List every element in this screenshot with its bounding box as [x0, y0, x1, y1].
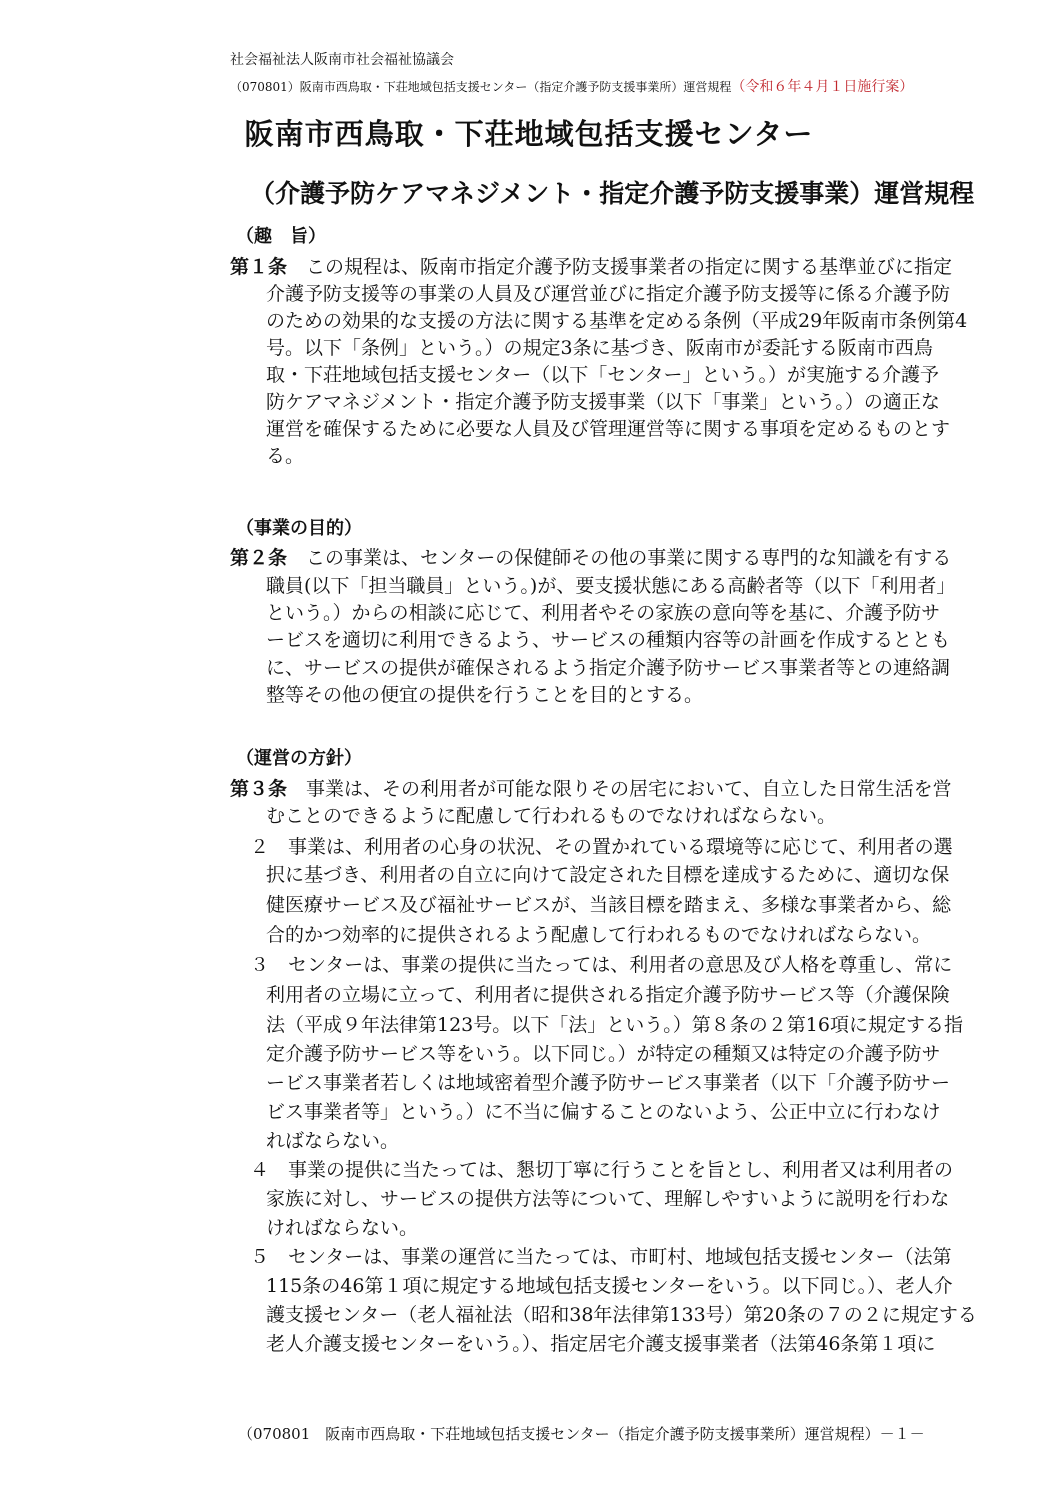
text-line: 介護予防支援等の事業の人員及び運営並びに指定介護予防支援等に係る介護予防	[266, 283, 951, 305]
article-1-first-line	[230, 252, 952, 279]
paragraph-5-first-line: ５ センターは、事業の運営に当たっては、市町村、地域包括支援センター（法第	[250, 1246, 952, 1268]
text-line: ればならない。	[266, 1130, 400, 1152]
text-line: 取・下荘地域包括支援センター（以下「センター」という。）が実施する介護予	[266, 364, 939, 386]
text-line: る。	[266, 445, 305, 467]
text-line: 定介護予防サービス等をいう。以下同じ。）が特定の種類又は特定の介護予防サ	[266, 1043, 941, 1065]
text-line: 法（平成９年法律第123号。以下「法」という。）第８条の２第16項に規定する指	[266, 1014, 963, 1036]
text-line: 115条の46第１項に規定する地域包括支援センターをいう。以下同じ。）、老人介	[266, 1275, 953, 1297]
text-line: 家族に対し、サービスの提供方法等について、理解しやすいように説明を行わな	[266, 1188, 950, 1210]
article-2-first-line	[230, 543, 951, 570]
text-line: 護支援センター（老人福祉法（昭和38年法律第133号）第20条の７の２に規定する	[266, 1304, 977, 1326]
paragraph-2-first-line: ２ 事業は、利用者の心身の状況、その置かれている環境等に応じて、利用者の選	[250, 836, 953, 858]
text-line: 合的かつ効率的に提供されるよう配慮して行われるものでなければならない。	[266, 924, 932, 946]
article-1-label: 第１条	[230, 256, 288, 278]
article-2-label: 第２条	[230, 547, 288, 569]
text-line: 老人介護支援センターをいう。）、指定居宅介護支援事業者（法第46条第１項に	[266, 1333, 936, 1355]
text-line: 整等その他の便宜の提供を行うことを目的とする。	[266, 684, 704, 706]
paragraph-4-first-line: ４ 事業の提供に当たっては、懇切丁寧に行うことを旨とし、利用者又は利用者の	[250, 1159, 954, 1181]
text-line: ービス事業者若しくは地域密着型介護予防サービス事業者（以下「介護予防サー	[266, 1072, 951, 1094]
text-line: に、サービスの提供が確保されるよう指定介護予防サービス事業者等との連絡調	[266, 657, 951, 679]
text-line: のための効果的な支援の方法に関する基準を定める条例（平成29年阪南市条例第4	[266, 310, 968, 332]
text-line: 号。以下「条例」という。）の規定3条に基づき、阪南市が委託する阪南市西鳥	[266, 337, 933, 359]
page-footer: （070801 阪南市西鳥取・下荘地域包括支援センター（指定介護予防支援事業所）運営規程）－１－	[238, 1425, 925, 1443]
text-line: 職員(以下「担当職員」という。)が、要支援状態にある高齢者等（以下「利用者」	[266, 575, 956, 597]
article-3-label: 第３条	[230, 778, 288, 800]
text-line: 防ケアマネジメント・指定介護予防支援事業（以下「事業」という。）の適正な	[266, 391, 940, 413]
text-line: ビス事業者等」という。）に不当に偏することのないよう、公正中立に行わなけ	[266, 1101, 941, 1123]
section-heading-policy: （運営の方針）	[236, 748, 362, 769]
text-line: この規程は、阪南市指定介護予防支援事業者の指定に関する基準並びに指定	[306, 256, 953, 278]
section-heading-purpose: （趣 旨）	[236, 226, 326, 247]
article-3-first-line	[230, 774, 952, 801]
paragraph-3-first-line: ３ センターは、事業の提供に当たっては、利用者の意思及び人格を尊重し、常に	[250, 954, 953, 976]
page-subtitle: （介護予防ケアマネジメント・指定介護予防支援事業）運営規程	[250, 179, 975, 208]
text-line: という。）からの相談に応じて、利用者やその家族の意向等を基に、介護予防サ	[266, 602, 941, 624]
text-line: 択に基づき、利用者の自立に向けて設定された目標を達成するために、適切な保	[266, 864, 950, 886]
enforcement-note: （令和６年４月１日施行案）	[731, 79, 914, 95]
text-line: 健医療サービス及び福祉サービスが、当該目標を踏まえ、多様な事業者から、総	[266, 894, 952, 916]
section-heading-objective: （事業の目的）	[236, 518, 362, 539]
page-title: 阪南市西鳥取・下荘地域包括支援センター	[244, 117, 814, 151]
text-line: ければならない。	[266, 1217, 419, 1239]
text-line: この事業は、センターの保健師その他の事業に関する専門的な知識を有する	[306, 547, 952, 569]
text-line: 利用者の立場に立って、利用者に提供される指定介護予防サービス等（介護保険	[266, 984, 950, 1006]
text-line: 事業は、その利用者が可能な限りその居宅において、自立した日常生活を営	[306, 778, 952, 800]
organization-name: 社会福祉法人阪南市社会福祉協議会	[230, 52, 454, 68]
text-line: ービスを適切に利用できるよう、サービスの種類内容等の計画を作成するととも	[266, 629, 951, 651]
document-reference-text: （070801）阪南市西鳥取・下荘地域包括支援センター（指定介護予防支援事業所）運営規程	[230, 80, 732, 94]
text-line: 運営を確保するために必要な人員及び管理運営等に関する事項を定めるものとす	[266, 418, 951, 440]
text-line: むことのできるように配慮して行われるものでなければならない。	[266, 805, 837, 827]
document-reference	[230, 76, 913, 96]
